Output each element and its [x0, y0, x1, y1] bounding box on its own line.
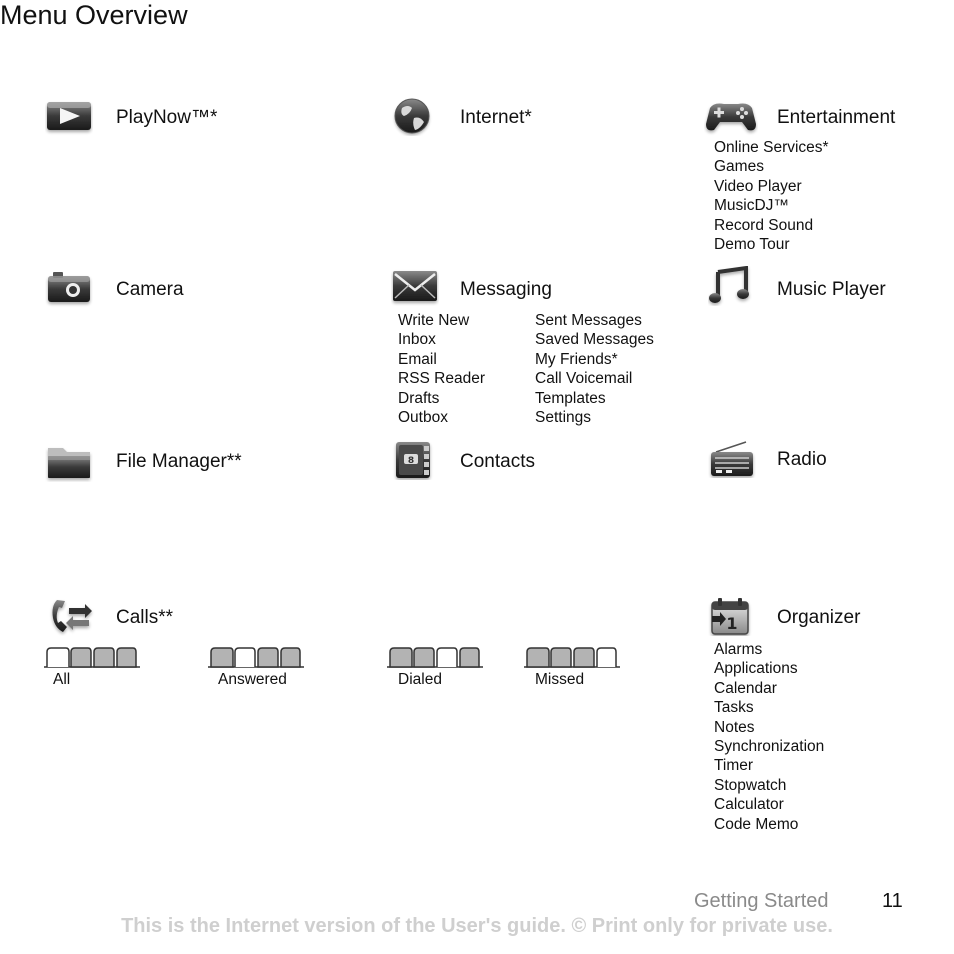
submenu-item[interactable]: Sent Messages	[535, 312, 642, 329]
menu-item-organizer[interactable]: Organizer	[777, 607, 861, 628]
tabs-dialed-icon	[387, 646, 483, 668]
submenu-item[interactable]: Code Memo	[714, 815, 799, 833]
gamepad-icon	[704, 96, 758, 136]
menu-item-internet[interactable]: Internet*	[460, 107, 532, 128]
submenu-item[interactable]: Drafts	[398, 389, 440, 407]
menu-item-file-manager[interactable]: File Manager**	[116, 451, 242, 472]
submenu-item[interactable]: Tasks	[714, 699, 754, 717]
envelope-icon	[391, 266, 439, 306]
camera-icon	[45, 268, 93, 308]
submenu-item[interactable]: Saved Messages	[535, 331, 654, 349]
submenu-item[interactable]: Calendar	[714, 679, 777, 697]
music-note-icon	[708, 266, 756, 306]
submenu-item[interactable]: Calculator	[714, 796, 784, 814]
tab-dialed[interactable]: Dialed	[398, 671, 442, 688]
submenu-item[interactable]: Call Voicemail	[535, 370, 633, 388]
submenu-item[interactable]: Write New	[398, 312, 470, 329]
tab-all[interactable]: All	[53, 671, 71, 688]
menu-item-radio[interactable]: Radio	[777, 449, 827, 470]
menu-item-camera[interactable]: Camera	[116, 279, 184, 300]
submenu-item[interactable]: Record Sound	[714, 216, 814, 234]
menu-item-music-player[interactable]: Music Player	[777, 279, 886, 300]
submenu-item[interactable]: Outbox	[398, 408, 448, 426]
tab-answered[interactable]: Answered	[218, 671, 287, 688]
submenu-item[interactable]: Timer	[714, 757, 754, 775]
submenu-item[interactable]: Inbox	[398, 331, 436, 349]
folder-icon	[45, 442, 93, 482]
tabs-answered-icon	[208, 646, 304, 668]
submenu-item[interactable]: Applications	[714, 660, 798, 678]
submenu-item[interactable]: Alarms	[714, 641, 763, 658]
submenu-item[interactable]: RSS Reader	[398, 370, 486, 388]
submenu-item[interactable]: Templates	[535, 389, 606, 407]
submenu-item[interactable]: Synchronization	[714, 737, 825, 755]
submenu-item[interactable]: Demo Tour	[714, 235, 790, 253]
radio-icon	[708, 438, 756, 478]
submenu-item[interactable]: Online Services*	[714, 139, 829, 156]
menu-item-messaging[interactable]: Messaging	[460, 279, 552, 300]
organizer-submenu	[714, 640, 824, 834]
submenu-item[interactable]: Video Player	[714, 177, 802, 195]
messaging-submenu-col2	[535, 311, 654, 427]
section-title: Getting Started	[694, 890, 829, 912]
submenu-item[interactable]: Email	[398, 350, 437, 368]
submenu-item[interactable]: MusicDJ™	[714, 197, 789, 215]
menu-item-calls[interactable]: Calls**	[116, 607, 174, 628]
messaging-submenu-col1	[398, 311, 485, 427]
submenu-item[interactable]: My Friends*	[535, 350, 618, 368]
submenu-item[interactable]: Stopwatch	[714, 776, 787, 794]
play-icon	[45, 98, 93, 138]
tabs-missed-icon	[524, 646, 620, 668]
page-number: 11	[882, 890, 903, 912]
disclaimer-watermark: This is the Internet version of the User's guide. © Print only for private use.	[121, 915, 833, 937]
submenu-item[interactable]: Settings	[535, 408, 592, 426]
submenu-item[interactable]: Games	[714, 158, 764, 176]
menu-item-entertainment[interactable]: Entertainment	[777, 107, 896, 128]
svg-text:8: 8	[407, 456, 415, 466]
globe-icon	[390, 96, 438, 136]
svg-text:1: 1	[726, 614, 738, 633]
tabs-all-icon	[44, 646, 140, 668]
calls-arrows-icon	[47, 596, 95, 636]
submenu-item[interactable]: Notes	[714, 718, 755, 736]
calendar-icon	[708, 596, 756, 636]
contacts-book-icon	[391, 440, 439, 480]
entertainment-submenu	[714, 138, 829, 254]
menu-item-contacts[interactable]: Contacts	[460, 451, 535, 472]
page-title: Menu Overview	[0, 0, 188, 30]
tab-missed[interactable]: Missed	[535, 671, 585, 688]
menu-item-playnow[interactable]: PlayNow™*	[116, 107, 218, 128]
